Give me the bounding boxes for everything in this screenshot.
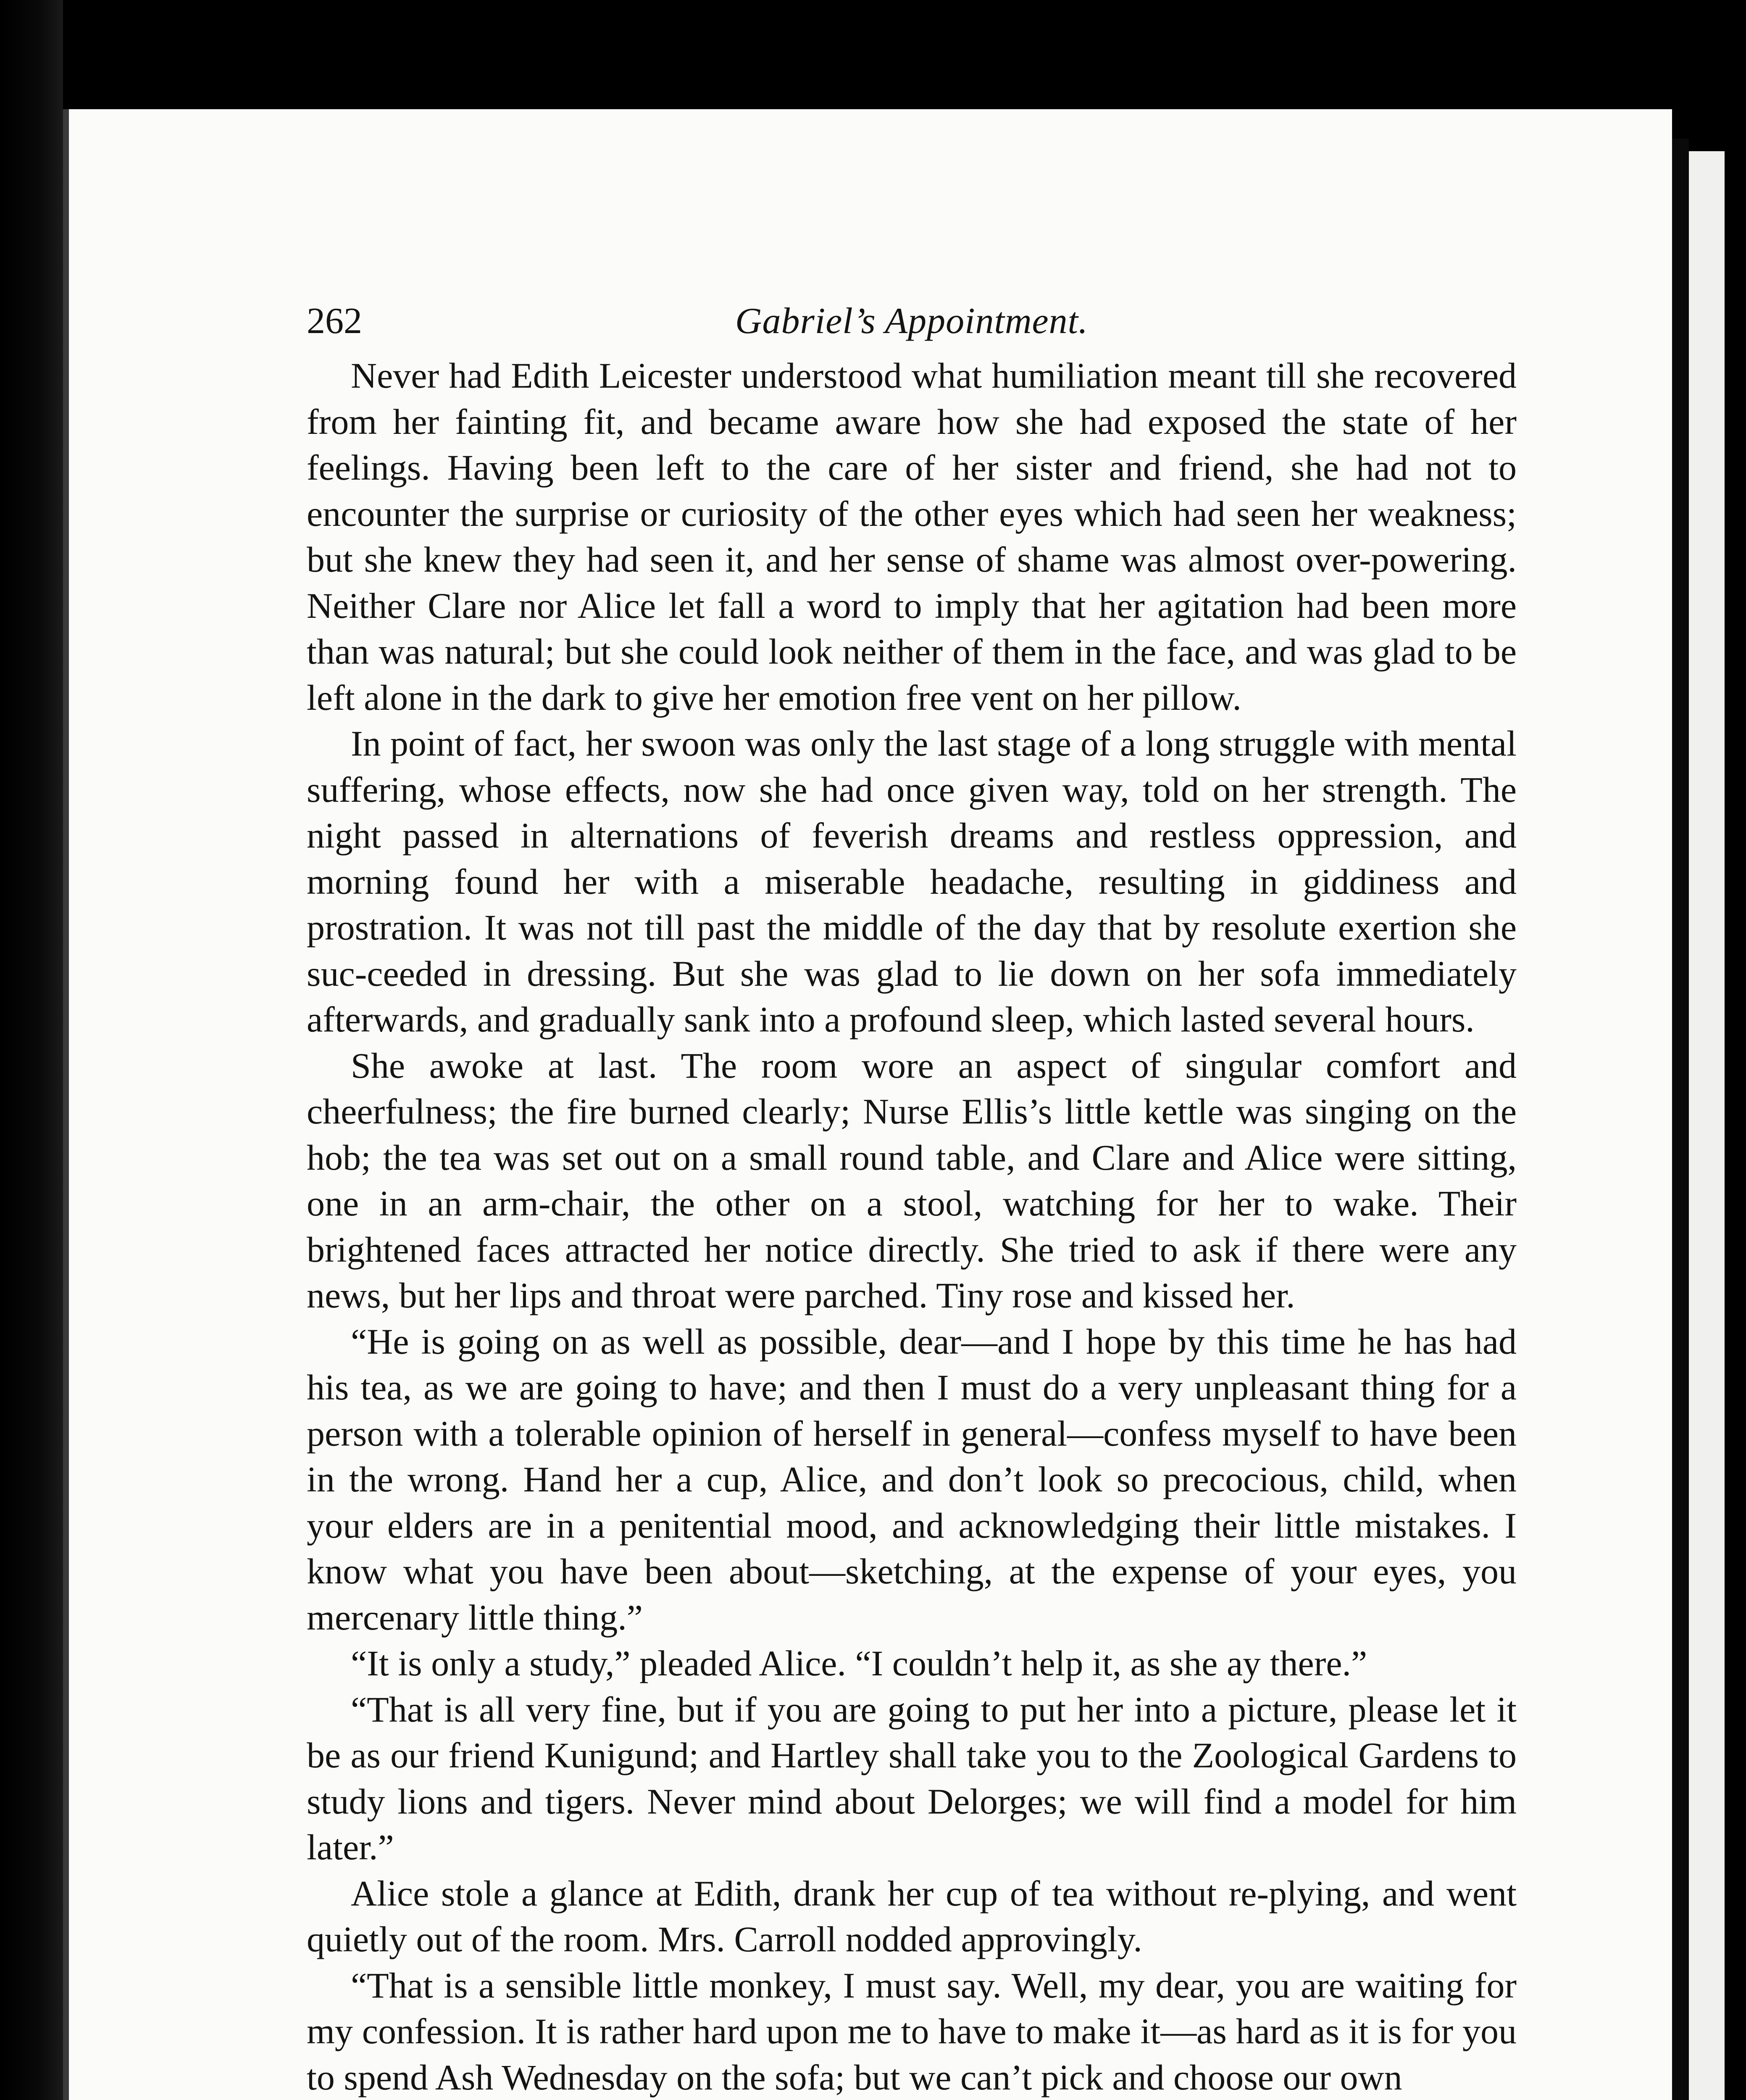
page-text-block [307, 290, 1517, 2100]
running-head [307, 290, 1517, 353]
adjacent-page-edge [1689, 151, 1725, 2100]
page-number: 262 [307, 301, 362, 341]
running-title: Gabriel’s Appointment. [735, 301, 1089, 341]
paragraph: She awoke at last. The room wore an aspect of singular comfort and cheerfulness; the fire burned clearly; Nurse Ellis’s little kettle was singing on the hob; the tea was set out on a small round table, and Clare and Alice were sitting, one in an arm-chair, the other on a stool, watching for her to wake. Their brightened faces attracted her notice directly. She tried to ask if there were any news, but her lips and throat were parched. Tiny rose and kissed her. [307, 1045, 1517, 1315]
paragraph: Never had Edith Leicester understood what humiliation meant till she recovered from her fainting fit, and became aware how she had exposed the state of her feelings. Having been left to the care of her sister and friend, she had not to encounter the surprise or curiosity of the other eyes which had seen her weakness; but she knew they had seen it, and her sense of shame was almost over-powering. Neither Clare nor Alice let fall a word to imply that her agitation had been more than was natural; but she could look neither of them in the face, and was glad to be left alone in the dark to give her emotion free vent on her pillow. [307, 355, 1517, 718]
book-binding-edge [0, 0, 63, 2100]
paragraph: “That is a sensible little monkey, I must say. Well, my dear, you are waiting for my confession. It is rather hard upon me to have to make it—as hard as it is for you to spend Ash Wednesday on the sofa; but we can’t pick and choose our own [307, 1965, 1517, 2097]
paragraph: “It is only a study,” pleaded Alice. “I couldn’t help it, as she ay there.” [351, 1643, 1367, 1683]
paragraph: Alice stole a glance at Edith, drank her cup of tea without re-plying, and went quietly out of the room. Mrs. Carroll nodded approvingly. [307, 1873, 1517, 1959]
page-gutter [1672, 139, 1689, 2100]
body-text [307, 353, 1517, 2100]
paragraph: “He is going on as well as possible, dear—and I hope by this time he has had his tea, as we are going to have; and then I must do a very unpleasant thing for a person with a tolerable opinion of herself in general—confess myself to have been in the wrong. Hand her a cup, Alice, and don’t look so precocious, child, when your elders are in a penitential mood, and acknowledging their little mistakes. I know what you have been about—sketching, at the expense of your eyes, you mercenary little thing.” [307, 1321, 1517, 1638]
paragraph: In point of fact, her swoon was only the last stage of a long struggle with mental suffering, whose effects, now she had once given way, told on her strength. The night passed in alternations of feverish dreams and restless oppression, and morning found her with a miserable headache, resulting in giddiness and prostration. It was not till past the middle of the day that by resolute exertion she suc-ceeded in dressing. But she was glad to lie down on her sofa immediately afterwards, and gradually sank into a profound sleep, which lasted several hours. [307, 723, 1517, 1040]
paragraph: “That is all very fine, but if you are going to put her into a picture, please let it be as our friend Kunigund; and Hartley shall take you to the Zoological Gardens to study lions and tigers. Never mind about Delorges; we will find a model for him later.” [307, 1689, 1517, 1867]
